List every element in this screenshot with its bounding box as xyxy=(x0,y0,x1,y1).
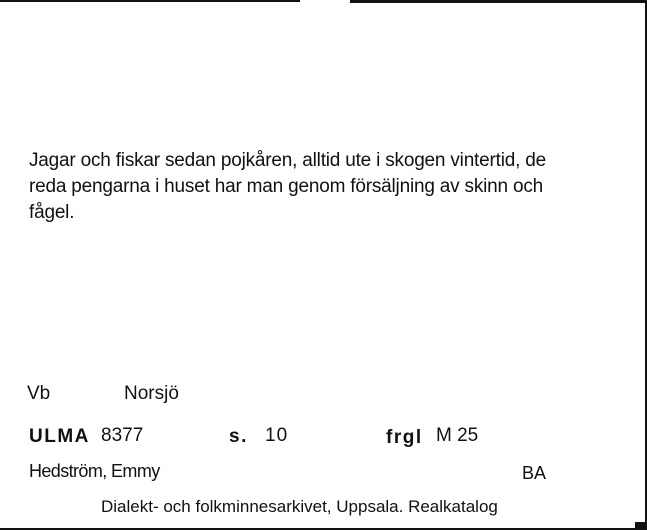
card-corner-mark xyxy=(635,522,647,530)
archive-label: ULMA xyxy=(29,426,90,447)
text-line: fågel. xyxy=(29,202,75,223)
text-line: Jagar och fiskar sedan pojkåren, alltid ute i skogen vintertid, de xyxy=(29,150,546,171)
page-number: 10 xyxy=(265,425,289,446)
card-footer: Dialekt- och folkminnesarkivet, Uppsala. Realkatalog xyxy=(101,497,498,516)
recorder-initials: BA xyxy=(522,463,547,483)
card-body-text xyxy=(29,148,619,226)
informant-name: Hedström, Emmy xyxy=(29,461,160,481)
landskap-code: Vb xyxy=(27,383,51,404)
archive-number: 8377 xyxy=(101,425,144,446)
page-label: s. xyxy=(229,426,248,447)
question-label: frgl xyxy=(386,427,423,448)
question-number: M 25 xyxy=(436,425,479,446)
socken-name: Norsjö xyxy=(124,383,179,404)
text-line: reda pengarna i huset har man genom försäljning av skinn och xyxy=(29,176,543,197)
card-border-top-left xyxy=(0,0,300,2)
card-border-top-right xyxy=(350,0,647,3)
